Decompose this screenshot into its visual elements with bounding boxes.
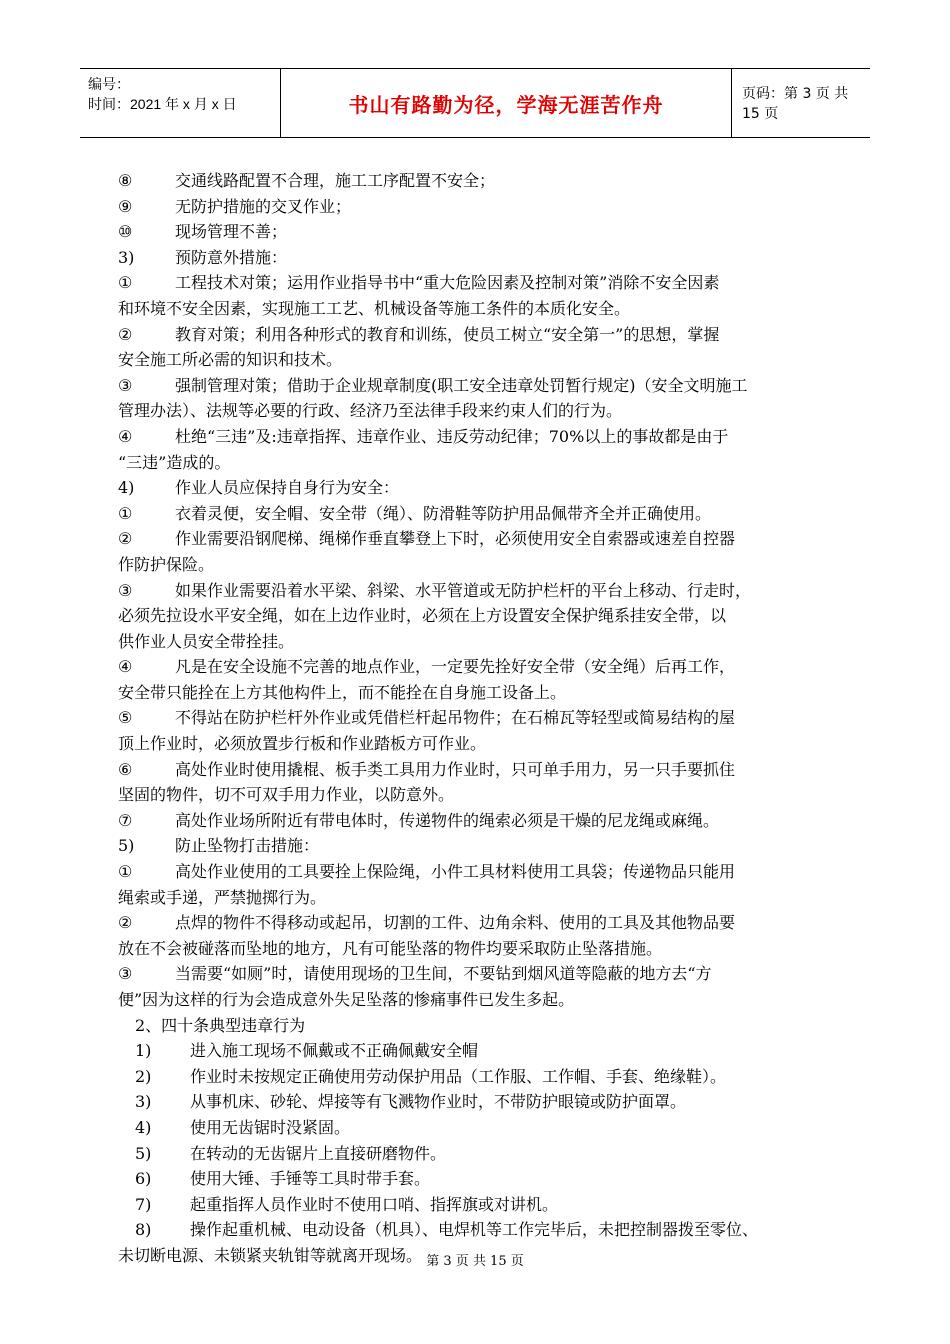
line-text: 使用无齿锯时没紧固。 — [190, 1117, 351, 1137]
text-line — [118, 270, 863, 296]
line-text: 强制管理对策；借助于企业规章制度(职工安全违章处罚暂行规定)（安全文明施工 — [175, 375, 748, 395]
item-marker: 4) — [135, 1117, 152, 1137]
text-line — [118, 1166, 863, 1192]
line-text: 绳索或手递，严禁抛掷行为。 — [118, 887, 327, 907]
item-marker: 7) — [135, 1194, 152, 1214]
text-line — [118, 629, 863, 655]
text-line — [118, 1141, 863, 1167]
line-text: “三违”造成的。 — [118, 452, 231, 472]
line-text: 作防护保险。 — [118, 554, 215, 574]
text-line — [118, 1089, 863, 1115]
item-marker: 8) — [135, 1220, 152, 1240]
item-marker: 2) — [135, 1066, 152, 1086]
header-motto: 书山有路勤为径，学海无涯苦作舟 — [348, 92, 664, 117]
line-text: 点焊的物件不得移动或起吊，切割的工件、边角余料、使用的工具及其他物品要 — [175, 913, 736, 933]
text-line — [118, 1115, 863, 1141]
text-line — [118, 680, 863, 706]
line-text: 进入施工现场不佩戴或不正确佩戴安全帽 — [190, 1041, 479, 1061]
text-line — [118, 961, 863, 987]
document-date: 时间：2021 年 x 月 x 日 — [88, 96, 237, 112]
text-line — [118, 578, 863, 604]
text-line — [118, 194, 863, 220]
item-marker: ⑥ — [118, 759, 133, 779]
item-marker: 1) — [135, 1041, 152, 1061]
text-line — [118, 859, 863, 885]
line-text: 顶上作业时，必须放置步行板和作业踏板方可作业。 — [118, 734, 487, 754]
item-marker: ① — [118, 503, 133, 523]
item-marker: 4) — [118, 478, 135, 498]
line-text: 教育对策；利用各种形式的教育和训练，使员工树立“安全第一”的思想，掌握 — [175, 324, 720, 344]
document-number-label: 编号： — [88, 76, 130, 92]
text-line — [118, 987, 863, 1013]
text-line — [118, 936, 863, 962]
line-text: 如果作业需要沿着水平梁、斜梁、水平管道或无防护栏杆的平台上移动、行走时， — [175, 580, 752, 600]
header-motto-cell — [281, 69, 732, 137]
line-text: 供作业人员安全带拴挂。 — [118, 631, 295, 651]
page-header — [80, 68, 870, 138]
text-line — [118, 808, 863, 834]
item-marker: 3) — [118, 247, 135, 267]
item-marker: 3) — [135, 1092, 152, 1112]
text-line — [118, 373, 863, 399]
document-body — [118, 168, 863, 1269]
line-text: 在转动的无齿锯片上直接研磨物件。 — [190, 1143, 447, 1163]
text-line — [118, 885, 863, 911]
item-marker: ① — [118, 273, 133, 293]
item-marker: ⑦ — [118, 810, 133, 830]
text-line — [118, 833, 863, 859]
line-text: 杜绝“三违”及:违章指挥、违章作业、违反劳动纪律；70%以上的事故都是由于 — [175, 426, 729, 446]
header-meta — [80, 69, 281, 137]
line-text: 未切断电源、未锁紧夹轨钳等就离开现场。 — [118, 1245, 423, 1265]
item-marker: 5) — [118, 836, 135, 856]
line-text: 衣着灵便，安全帽、安全带（绳）、防滑鞋等防护用品佩带齐全并正确使用。 — [175, 503, 712, 523]
text-line — [118, 552, 863, 578]
text-line — [118, 475, 863, 501]
line-text: 管理办法）、法规等必要的行政、经济乃至法律手段来约束人们的行为。 — [118, 401, 623, 421]
text-line — [118, 1038, 863, 1064]
text-line — [118, 782, 863, 808]
text-line — [118, 347, 863, 373]
line-text: 安全施工所必需的知识和技术。 — [118, 350, 343, 370]
text-line — [118, 731, 863, 757]
item-marker: ⑨ — [118, 196, 133, 216]
line-text: 现场管理不善； — [175, 222, 288, 242]
line-text: 使用大锤、手锤等工具时带手套。 — [190, 1169, 431, 1189]
line-text: 安全带只能拴在上方其他构件上，而不能拴在自身施工设备上。 — [118, 682, 567, 702]
item-marker: ③ — [118, 964, 133, 984]
item-marker: ④ — [118, 426, 133, 446]
text-line — [118, 322, 863, 348]
line-text: 操作起重机械、电动设备（机具）、电焊机等工作完毕后，未把控制器拨至零位、 — [190, 1220, 759, 1240]
text-line — [118, 526, 863, 552]
item-marker: 5) — [135, 1143, 152, 1163]
item-marker: ③ — [118, 580, 133, 600]
text-line — [118, 450, 863, 476]
text-line — [118, 168, 863, 194]
line-text: 放在不会被碰落而坠地的地方，凡有可能坠落的物件均要采取防止坠落措施。 — [118, 938, 663, 958]
item-marker: ② — [118, 324, 133, 344]
item-marker: ① — [118, 862, 133, 882]
text-line — [118, 245, 863, 271]
text-line — [118, 219, 863, 245]
line-text: 和环境不安全因素，实现施工工艺、机械设备等施工条件的本质化安全。 — [118, 298, 631, 318]
line-text: 作业需要沿钢爬梯、绳梯作垂直攀登上下时，必须使用安全自索器或速差自控器 — [175, 529, 736, 549]
line-text: 从事机床、砂轮、焊接等有飞溅物作业时，不带防护眼镜或防护面罩。 — [190, 1092, 687, 1112]
line-text: 起重指挥人员作业时不使用口哨、指挥旗或对讲机。 — [190, 1194, 559, 1214]
header-page-code: 页码：第 3 页 共 15 页 — [742, 86, 849, 122]
line-text: 作业时未按规定正确使用劳动保护用品（工作服、工作帽、手套、绝缘鞋）。 — [190, 1066, 727, 1086]
item-marker: ② — [118, 529, 133, 549]
line-text: 坚固的物件，切不可双手用力作业，以防意外。 — [118, 785, 455, 805]
item-marker: ③ — [118, 375, 133, 395]
line-text: 预防意外措施： — [175, 247, 288, 267]
line-text: 高处作业场所附近有带电体时，传递物件的绳索必须是干燥的尼龙绳或麻绳。 — [175, 810, 720, 830]
text-line — [118, 1064, 863, 1090]
text-line — [118, 424, 863, 450]
item-marker: 6) — [135, 1169, 152, 1189]
line-text: 便”因为这样的行为会造成意外失足坠落的惨痛事件已发生多起。 — [118, 990, 575, 1009]
line-text: 交通线路配置不合理，施工工序配置不安全； — [175, 171, 496, 190]
text-line — [118, 398, 863, 424]
item-marker: ⑧ — [118, 171, 133, 190]
text-line — [118, 910, 863, 936]
line-text: 高处作业时使用撬棍、板手类工具用力作业时，只可单手用力，另一只手要抓住 — [175, 759, 736, 779]
text-line — [118, 501, 863, 527]
item-marker: ⑤ — [118, 708, 133, 728]
item-marker: ② — [118, 913, 133, 933]
text-line — [118, 757, 863, 783]
line-text: 必须先拉设水平安全绳，如在上边作业时，必须在上方设置安全保护绳系挂安全带，以 — [118, 606, 727, 626]
line-text: 防止坠物打击措施： — [175, 836, 320, 856]
text-line — [118, 654, 863, 680]
page-footer: 第 3 页 共 15 页 — [426, 1254, 524, 1269]
line-text: 凡是在安全设施不完善的地点作业，一定要先拴好安全带（安全绳）后再工作， — [175, 657, 736, 677]
item-marker: ④ — [118, 657, 133, 677]
text-line — [118, 603, 863, 629]
text-line — [118, 1013, 863, 1039]
line-text: 工程技术对策；运用作业指导书中“重大危险因素及控制对策”消除不安全因素 — [175, 273, 720, 293]
line-text: 作业人员应保持自身行为安全： — [175, 478, 400, 498]
text-line — [118, 296, 863, 322]
line-text: 2、四十条典型违章行为 — [135, 1015, 306, 1035]
text-line — [118, 1192, 863, 1218]
line-text: 高处作业使用的工具要拴上保险绳，小件工具材料使用工具袋；传递物品只能用 — [175, 862, 736, 882]
text-line — [118, 1217, 863, 1243]
line-text: 无防护措施的交叉作业； — [175, 196, 352, 216]
line-text: 当需要“如厕”时，请使用现场的卫生间，不要钻到烟风道等隐蔽的地方去“方 — [175, 964, 712, 984]
text-line — [118, 705, 863, 731]
line-text: 不得站在防护栏杆外作业或凭借栏杆起吊物件；在石棉瓦等轻型或简易结构的屋 — [175, 708, 736, 728]
item-marker: ⑩ — [118, 222, 133, 242]
